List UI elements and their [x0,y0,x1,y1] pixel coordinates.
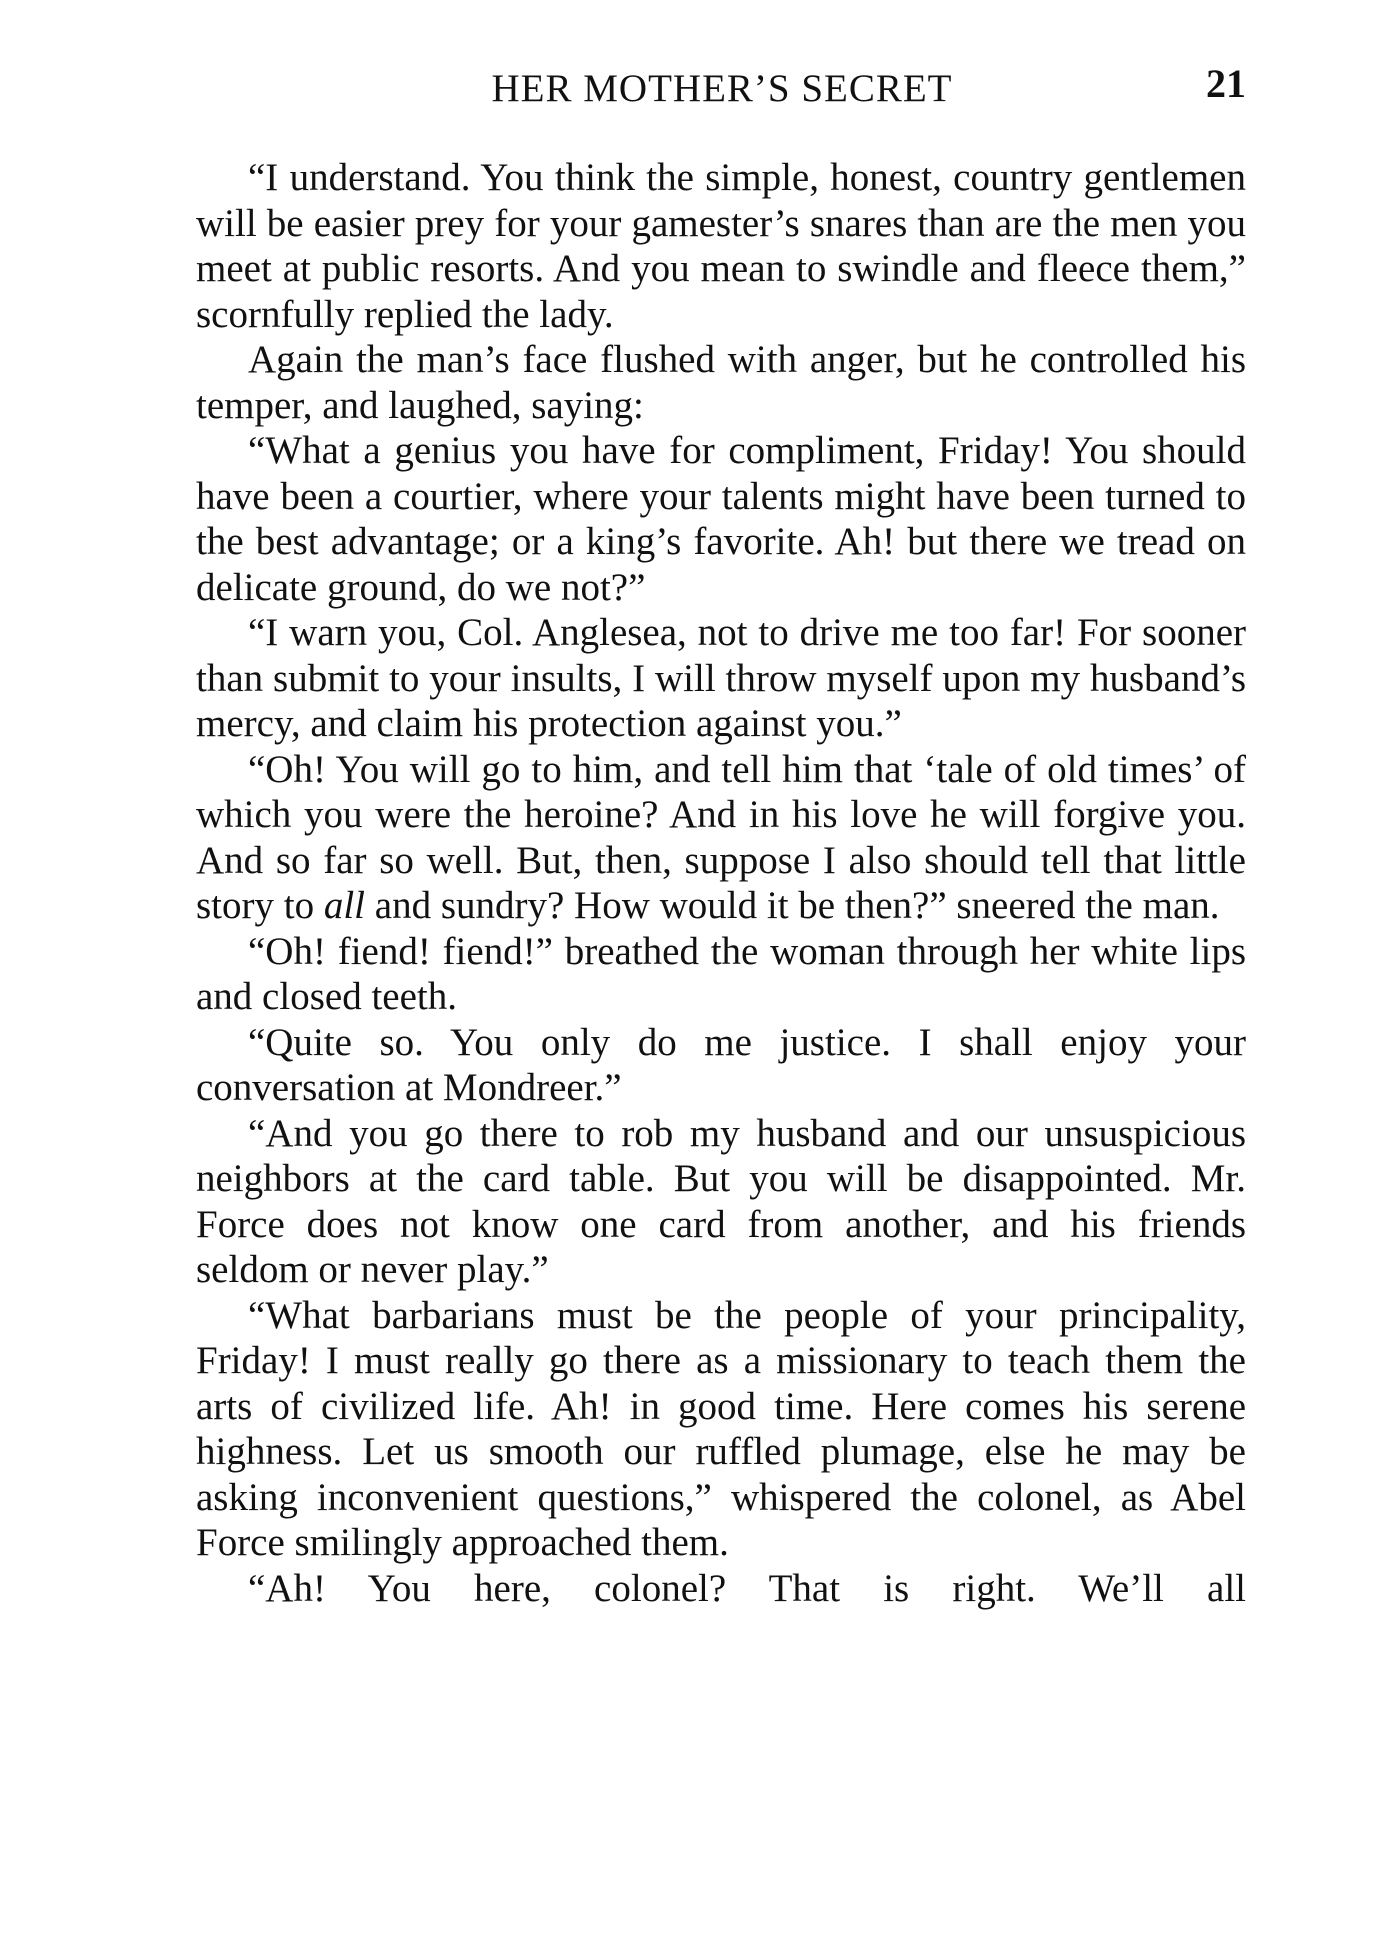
body-text [196,155,1246,1611]
paragraph-text: “What barbarians must be the people of your principality, Friday! I must really go there as a missionary to teach them the arts of civilized life. Ah! in good time. Here comes his serene highness. Let us smooth our ruffled plumage, else he may be asking inconvenient questions,” whispered the colonel, as Abel Force smilingly approached them. [196,1293,1246,1564]
paragraph-text: “And you go there to rob my husband and our unsuspicious neighbors at the card table. But you will be disappointed. Mr. Force does not know one card from another, and his friends seldom or never play.” [196,1111,1246,1291]
paragraph-text: “I understand. You think the simple, honest, country gentlemen will be easier prey for your gamester’s snares than are the men you meet at public resorts. And you mean to swindle and fleece them,” scornfully replied the lady. [196,156,1246,336]
paragraph-text: “What a genius you have for compliment, Friday! You should have been a courtier, where your talents might have been turned to the best advantage; or a king’s favorite. Ah! but there we tread on delicate ground, do we not?” [196,429,1246,609]
paragraph-6 [196,929,1246,1020]
paragraph-2 [196,337,1246,428]
italic-emphasis: all [323,884,366,927]
paragraph-text: “Oh! fiend! fiend!” breathed the woman through her white lips and closed teeth. [196,929,1246,1018]
running-head [198,60,1246,120]
paragraph-7 [196,1020,1246,1111]
paragraph-8 [196,1111,1246,1293]
page-number: 21 [1206,61,1246,106]
paragraph-text: “Ah! You here, colonel? That is right. We’ll all [248,1566,1246,1610]
paragraph-text: “I warn you, Col. Anglesea, not to drive me too far! For sooner than submit to your insults, I will throw myself upon my husband’s mercy, and claim his protection against you.” [196,611,1246,745]
paragraph-3 [196,428,1246,610]
paragraph-10 [196,1566,1246,1612]
paragraph-text: “Quite so. You only do me justice. I shall enjoy your conversation at Mondreer.” [196,1020,1246,1109]
paragraph-text: Again the man’s face flushed with anger, but he controlled his temper, and laughed, saying: [196,338,1246,427]
paragraph-9 [196,1293,1246,1566]
paragraph-1 [196,155,1246,337]
paragraph-text: and sundry? How would it be then?” sneered the man. [365,884,1220,927]
paragraph-5 [196,747,1246,929]
running-title: HER MOTHER’S SECRET [491,67,953,110]
paragraph-4 [196,610,1246,747]
paragraph-text: “Oh! You will go to him, and tell him that ‘tale of old times’ of which you were the heroine? And in his love he will forgive you. And so far so well. But, then, suppose I also should tell that little story to [196,747,1246,927]
